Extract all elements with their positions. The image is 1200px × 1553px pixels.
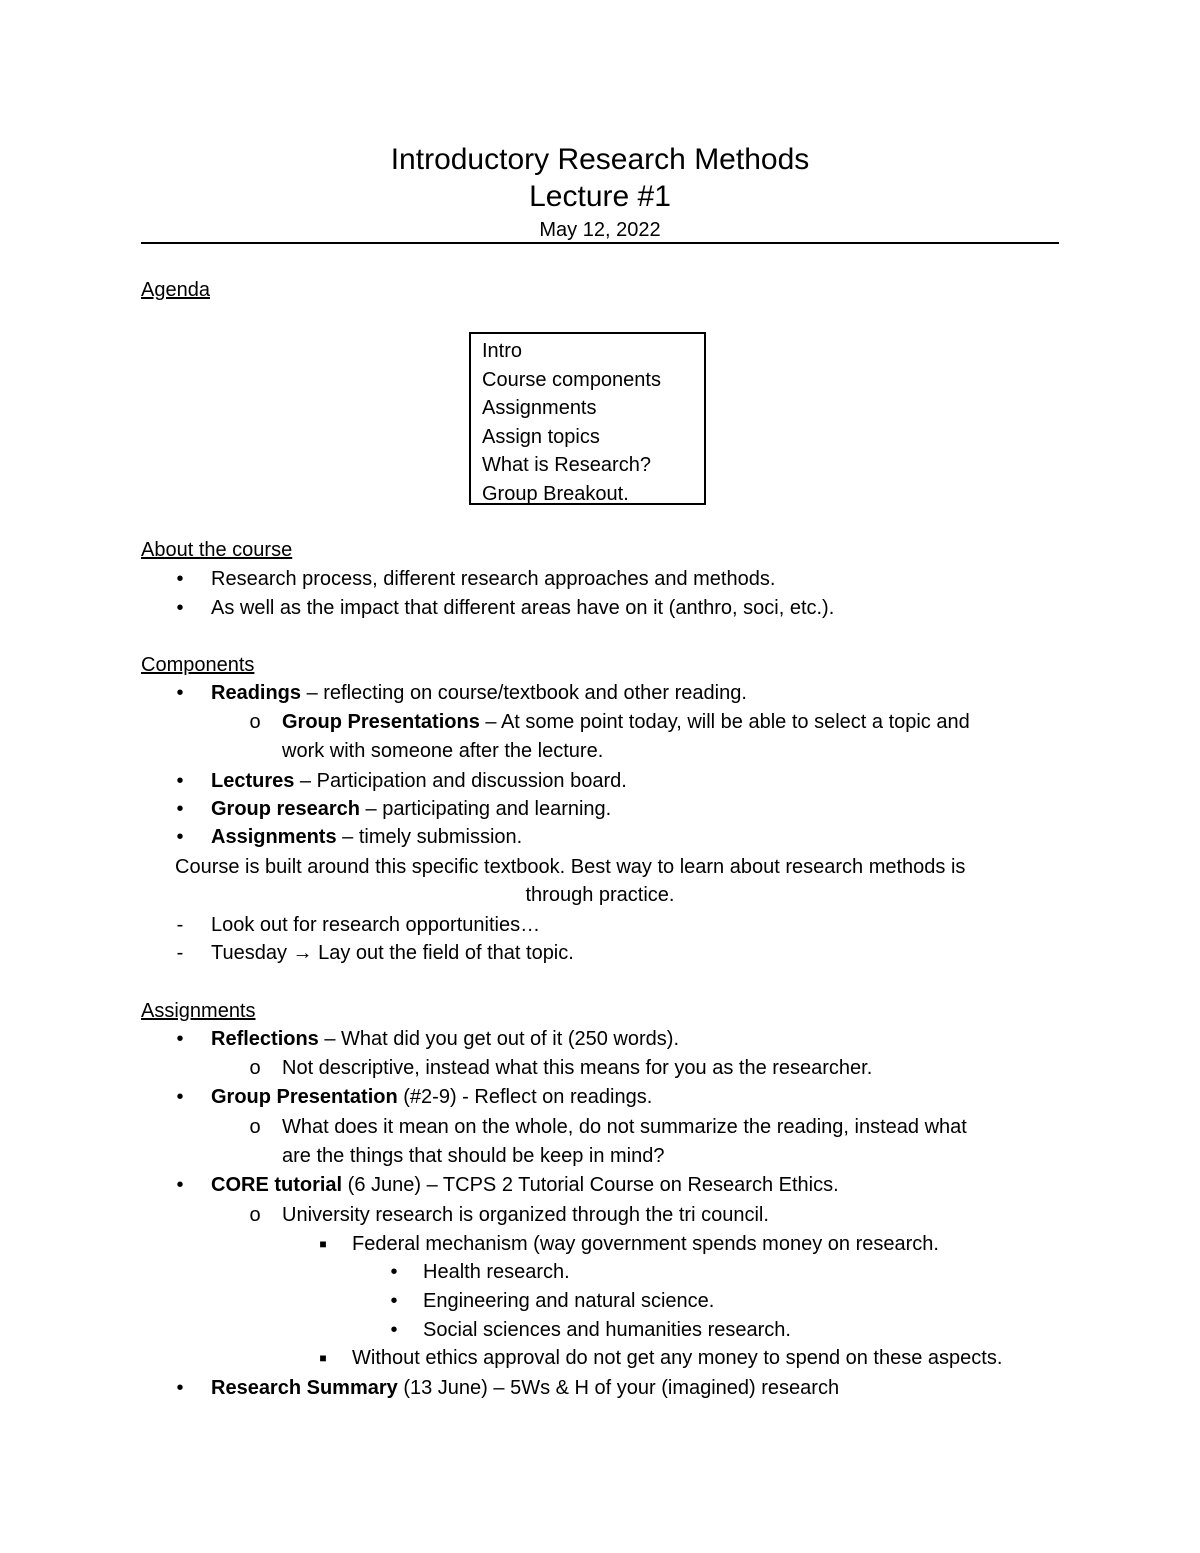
square-bullet-icon: ■ — [319, 1351, 327, 1365]
bullet-icon: • — [176, 1174, 184, 1196]
bullet-icon: • — [390, 1290, 398, 1312]
document-title: Introductory Research Methods — [390, 143, 810, 176]
bullet-icon: • — [176, 568, 184, 590]
right-arrow-icon: → — [292, 942, 313, 964]
lecture-date: May 12, 2022 — [539, 219, 661, 241]
square-bullet-icon: ■ — [319, 1237, 327, 1251]
assignments-heading: Assignments — [141, 1000, 256, 1022]
agenda-heading: Agenda — [141, 279, 210, 301]
about-heading: About the course — [141, 539, 293, 561]
dash-icon: - — [176, 942, 184, 964]
bullet-icon: • — [176, 770, 184, 792]
agenda-item: Assignments — [482, 397, 597, 420]
agenda-item: Course components — [482, 368, 661, 391]
components-heading: Components — [141, 654, 255, 676]
lecture-number: Lecture #1 — [529, 180, 671, 213]
bullet-icon: • — [176, 826, 184, 848]
agenda-item: Intro — [482, 340, 523, 362]
bullet-icon: • — [176, 798, 184, 820]
bullet-icon: • — [390, 1261, 398, 1283]
agenda-item: Assign topics — [482, 425, 600, 448]
document-page: Introductory Research Methods Lecture #1 May 12, 2022 Agenda Intro Course components Assignments Assign topics What is Research? Group Breakout. About the course • Research process, different research approaches and methods. • As well as the impact that different areas have on it (anthro, soci, etc.). Components • Readings – reflecting on course/textbook and other reading. o Group Presentations – At some point today, will be able to select a topic and work with someone after the lecture. • Lectures – Participation and discussion board. • Group research – participating and learning. • Assignments – timely submission. Course is built around this specific textbook. Best way to learn about research methods is through practice. - Look out for research opportunities… - Tuesday → Lay out the field of that topic. Assignments • Reflections – What did you get out of it (250 words). o Not descriptive, instead what this means for you as the researcher. • Group Presentation (#2-9) - Reflect on readings. o What does it mean on the whole, do not summarize the reading, instead what are the things that should be keep in mind? • CORE tutorial (6 June) – TCPS 2 Tutorial Course on Research Ethics. o University research is organized through the tri council. ■ Federal mechanism (way government spends money on research. • Health research. • Engineering and natural science. • Social sciences and humanities research. ■ Without ethics approval do not get any money to spend on these aspects. • Research Summary (13 June) – 5Ws & H of your (imagined) research — [0, 0, 1200, 1553]
course-note: Course is built around this specific textbook. Best way to learn about research methods is — [175, 856, 966, 878]
agenda-item: Group Breakout. — [482, 482, 629, 505]
circle-bullet-icon: o — [249, 711, 261, 733]
header-divider — [141, 242, 1059, 244]
circle-bullet-icon: o — [249, 1204, 261, 1226]
list-item-continuation: work with someone after the lecture. — [282, 740, 604, 762]
bullet-icon: • — [176, 1028, 184, 1050]
list-item-continuation: are the things that should be keep in mind? — [282, 1145, 665, 1167]
agenda-box — [469, 332, 706, 505]
bullet-icon: • — [176, 1086, 184, 1108]
bullet-icon: • — [390, 1319, 398, 1341]
circle-bullet-icon: o — [249, 1057, 261, 1079]
dash-icon: - — [176, 914, 184, 936]
bullet-icon: • — [176, 597, 184, 619]
bullet-icon: • — [176, 682, 184, 704]
bullet-icon: • — [176, 1377, 184, 1399]
circle-bullet-icon: o — [249, 1116, 261, 1138]
agenda-item: What is Research? — [482, 454, 651, 477]
course-note-continuation: through practice. — [525, 884, 675, 906]
